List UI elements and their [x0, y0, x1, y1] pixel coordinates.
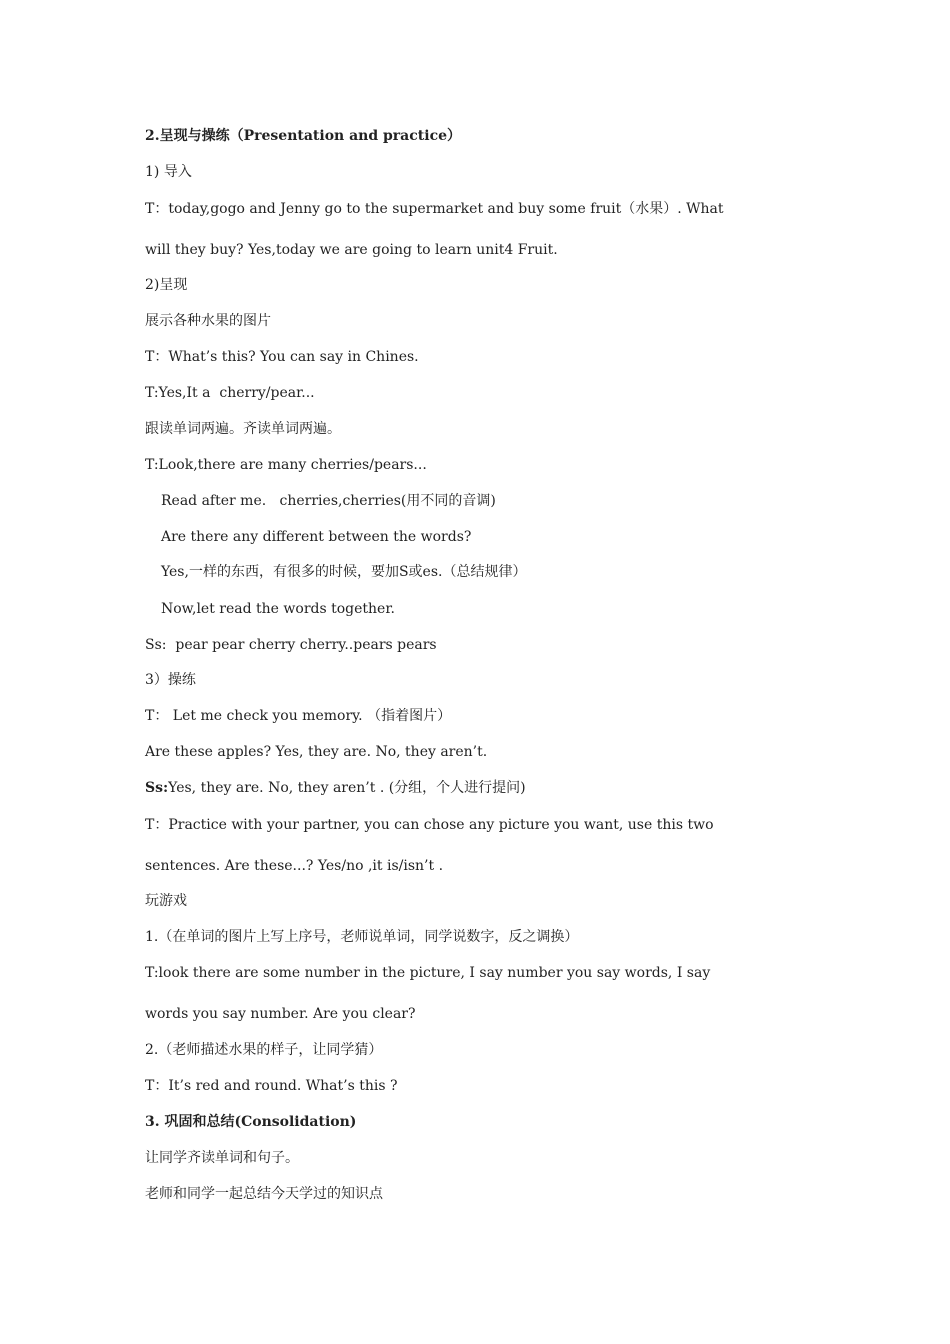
section-heading-presentation: 2.呈现与操练（Presentation and practice） [145, 128, 461, 144]
paragraph-line: Read after me. cherries,cherries(用不同的音调) [161, 493, 496, 509]
paragraph-line: T：It’s red and round. What’s this ? [145, 1078, 398, 1094]
paragraph-line: Now,let read the words together. [161, 601, 395, 617]
paragraph-line: sentences. Are these...? Yes/no ,it is/isn’t . [145, 858, 444, 874]
paragraph-line: Ss: pear pear cherry cherry..pears pears [145, 637, 437, 653]
paragraph-line: T：What’s this? You can say in Chines. [145, 349, 419, 365]
paragraph-line: will they buy? Yes,today we are going to learn unit4 Fruit. [145, 242, 558, 258]
paragraph-line: T:Yes,It a cherry/pear... [145, 385, 315, 401]
paragraph-line: 2.（老师描述水果的样子，让同学猜） [145, 1042, 383, 1058]
paragraph-line: T:Look,there are many cherries/pears... [145, 457, 427, 473]
paragraph-line: Are there any different between the words? [161, 529, 472, 545]
paragraph-line: 老师和同学一起总结今天学过的知识点 [145, 1186, 383, 1202]
paragraph-line: 让同学齐读单词和句子。 [145, 1150, 299, 1166]
paragraph-line: T： Let me check you memory. （指着图片） [145, 708, 452, 724]
subheading-present: 2)呈现 [145, 277, 188, 293]
paragraph-line: T：Practice with your partner, you can chose any picture you want, use this two [145, 817, 714, 833]
paragraph-line: Are these apples? Yes, they are. No, they aren’t. [145, 744, 488, 760]
paragraph-line: Yes,一样的东西，有很多的时候，要加S或es.（总结规律） [161, 564, 527, 580]
subheading-game: 玩游戏 [145, 893, 187, 909]
paragraph-line: 展示各种水果的图片 [145, 313, 271, 329]
paragraph-line [145, 781, 526, 795]
paragraph-line: T:look there are some number in the picture, I say number you say words, I say [145, 965, 711, 981]
section-heading-consolidation: 3. 巩固和总结(Consolidation) [145, 1114, 357, 1130]
paragraph-line: 1.（在单词的图片上写上序号，老师说单词，同学说数字，反之调换） [145, 929, 579, 945]
paragraph-line: words you say number. Are you clear? [145, 1006, 416, 1022]
paragraph-line: T：today,gogo and Jenny go to the supermarket and buy some fruit（水果）. What [145, 201, 724, 217]
subheading-practice: 3）操练 [145, 672, 196, 688]
line-text: Yes, they are. No, they aren’t . (分组，个人进行提问) [168, 780, 526, 796]
paragraph-line: 跟读单词两遍。齐读单词两遍。 [145, 421, 341, 437]
subheading-intro: 1) 导入 [145, 164, 192, 180]
speaker-label: Ss: [145, 780, 169, 796]
